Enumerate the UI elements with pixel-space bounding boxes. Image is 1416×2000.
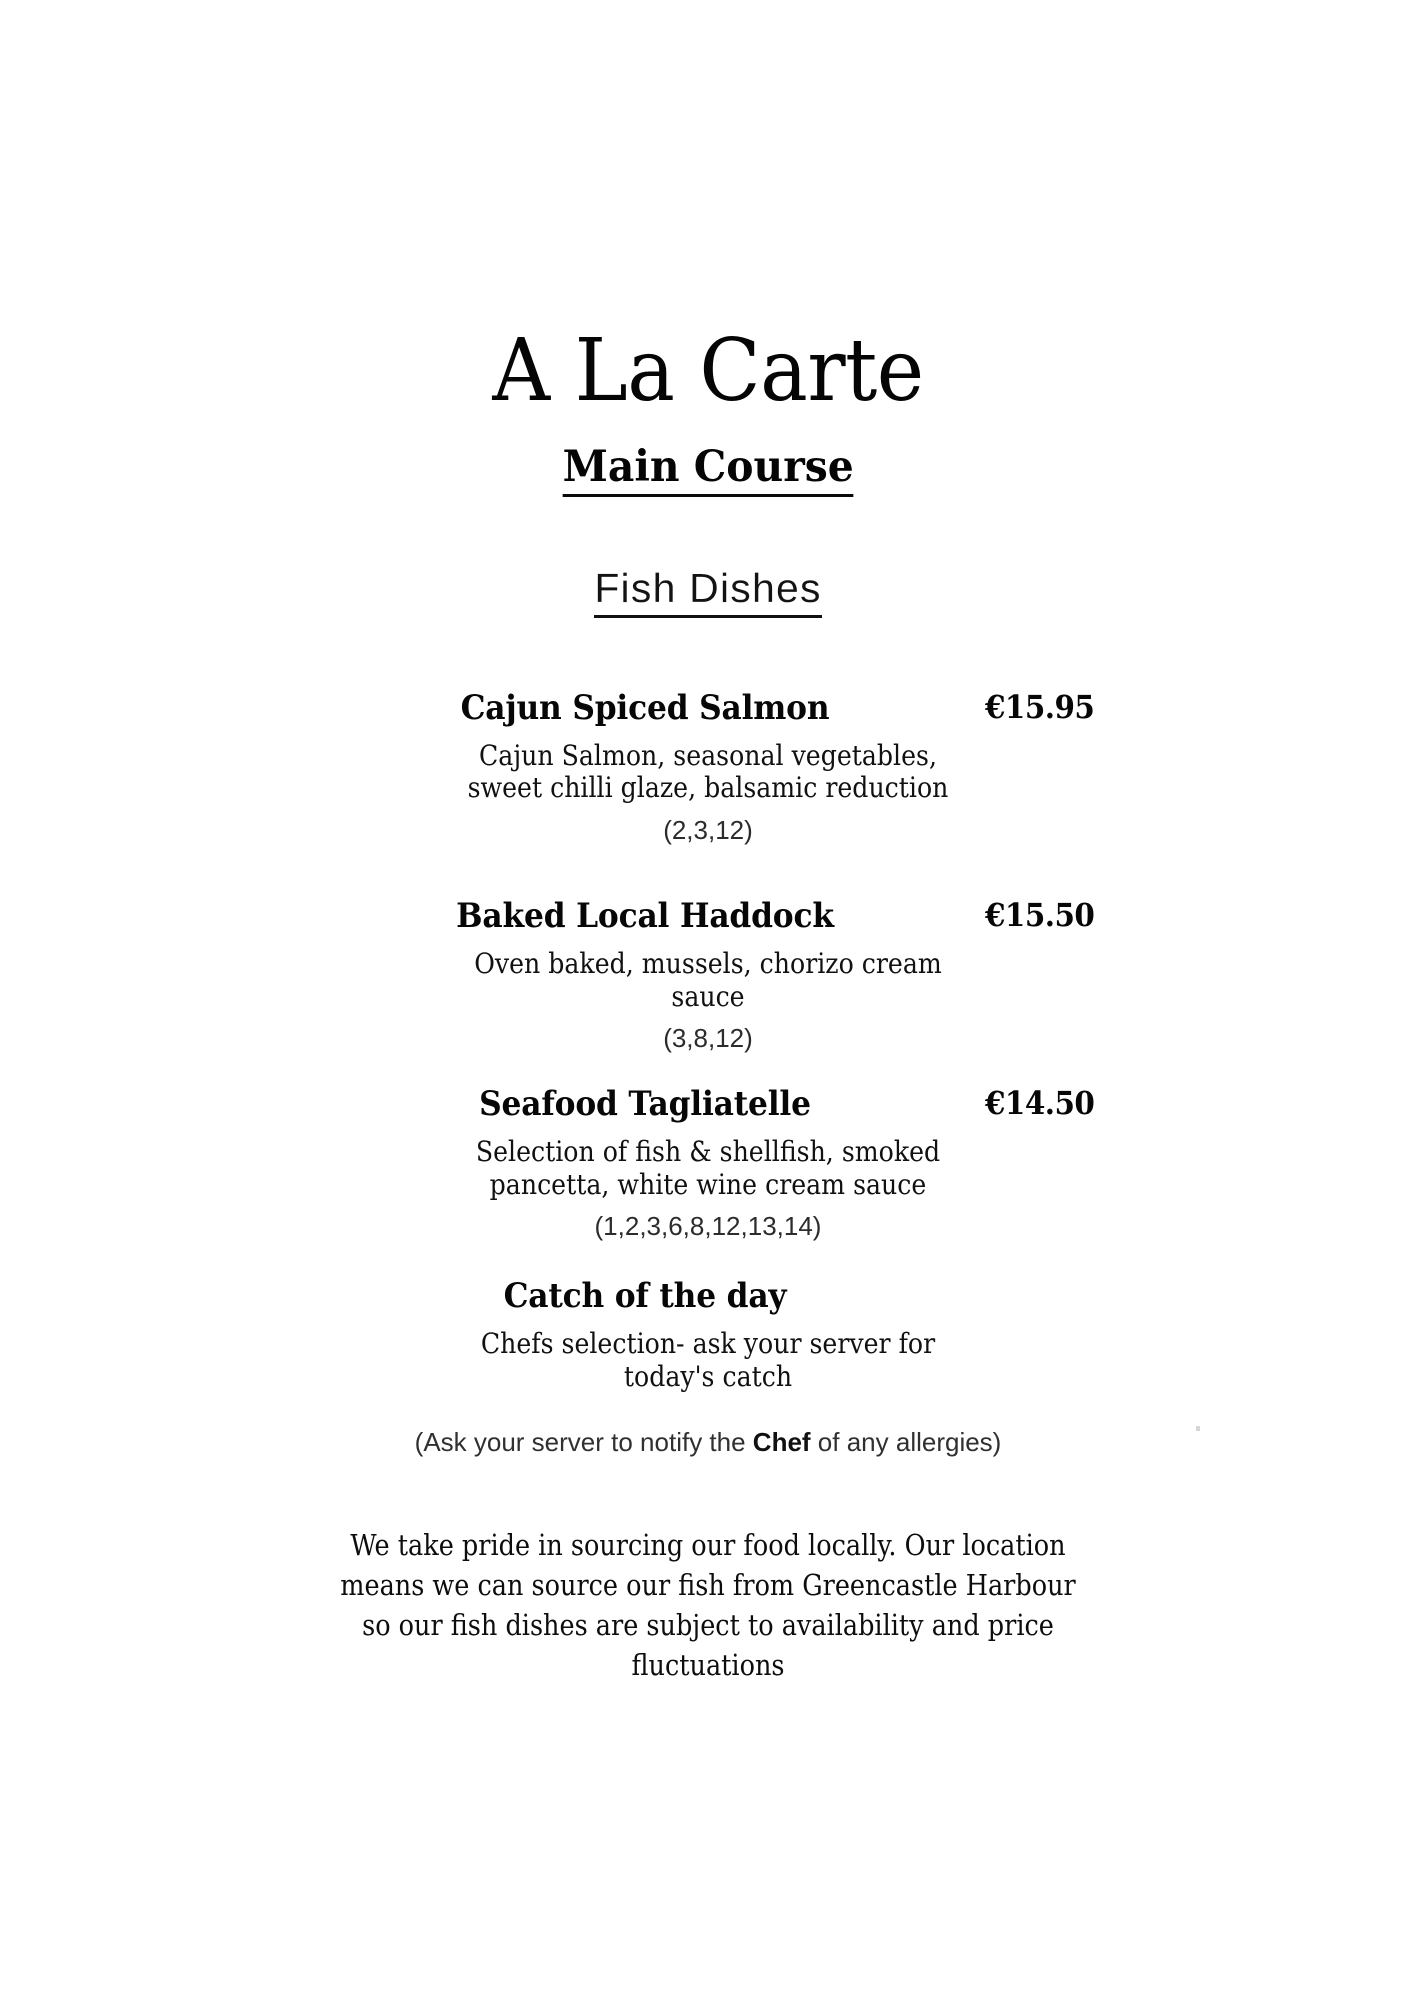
page-title: A La Carte — [492, 320, 924, 421]
menu-item-catch-of-the-day — [0, 1278, 1416, 1393]
menu-item-description-line: Selection of fish & shellfish, smoked — [475, 1135, 941, 1169]
menu-item-price: €14.50 — [985, 1084, 1095, 1123]
sourcing-statement-line: fluctuations — [631, 1648, 785, 1683]
sourcing-statement-line: means we can source our fish from Greencastle Harbour — [340, 1568, 1076, 1603]
menu-item-allergens: (1,2,3,6,8,12,13,14) — [594, 1211, 822, 1242]
menu-item-name: Seafood Tagliatelle — [479, 1084, 811, 1125]
scan-artifact-mark — [1196, 1426, 1200, 1431]
menu-item-allergens: (3,8,12) — [663, 1023, 753, 1054]
section-heading-main-course — [0, 444, 1416, 497]
menu-item-header — [0, 690, 1416, 734]
menu-item-description-line: today's catch — [623, 1359, 793, 1393]
menu-item-baked-local-haddock — [0, 898, 1416, 1054]
menu-item-name: Baked Local Haddock — [456, 896, 834, 937]
menu-item-description-line: pancetta, white wine cream sauce — [489, 1167, 927, 1201]
sourcing-statement-line: We take pride in sourcing our food locally. Our location — [350, 1528, 1066, 1562]
menu-item-header — [0, 1278, 1416, 1322]
menu-item-description — [71, 942, 1345, 1013]
menu-item-description — [71, 1130, 1345, 1201]
menu-item-seafood-tagliatelle — [0, 1086, 1416, 1242]
menu-item-description-line: Oven baked, mussels, chorizo cream — [474, 947, 942, 981]
dish-list — [0, 690, 1416, 1393]
allergy-notice — [0, 1427, 1416, 1458]
menu-item-description — [71, 734, 1345, 805]
menu-item-header — [0, 898, 1416, 942]
menu-item-description-line: sauce — [671, 979, 745, 1013]
menu-item-description-line: Cajun Salmon, seasonal vegetables, — [479, 739, 937, 772]
allergy-notice-suffix: of any allergies) — [810, 1427, 1002, 1457]
menu-item-cajun-spiced-salmon — [0, 690, 1416, 846]
allergy-notice-prefix: (Ask your server to notify the — [414, 1427, 753, 1457]
menu-item-header — [0, 1086, 1416, 1130]
spacer — [0, 1054, 1416, 1086]
allergy-notice-emphasis: Chef — [752, 1427, 811, 1457]
sourcing-statement — [85, 1525, 1331, 1685]
spacer — [0, 846, 1416, 898]
menu-item-description — [71, 1322, 1345, 1393]
menu-item-allergens: (2,3,12) — [663, 814, 753, 845]
spacer — [0, 1242, 1416, 1278]
menu-item-description-line: Chefs selection- ask your server for — [480, 1327, 936, 1361]
menu-item-name: Cajun Spiced Salmon — [460, 688, 830, 728]
menu-item-price: €15.50 — [985, 896, 1095, 935]
menu-item-price: €15.95 — [985, 688, 1095, 726]
sub-heading-label: Fish Dishes — [594, 566, 821, 618]
sourcing-statement-line: so our fish dishes are subject to availability and price — [362, 1608, 1054, 1643]
menu-item-description-line: sweet chilli glaze, balsamic reduction — [467, 771, 949, 805]
menu-item-name: Catch of the day — [503, 1276, 787, 1317]
section-heading-label: Main Course — [562, 444, 853, 497]
sub-heading-fish-dishes — [0, 566, 1416, 618]
